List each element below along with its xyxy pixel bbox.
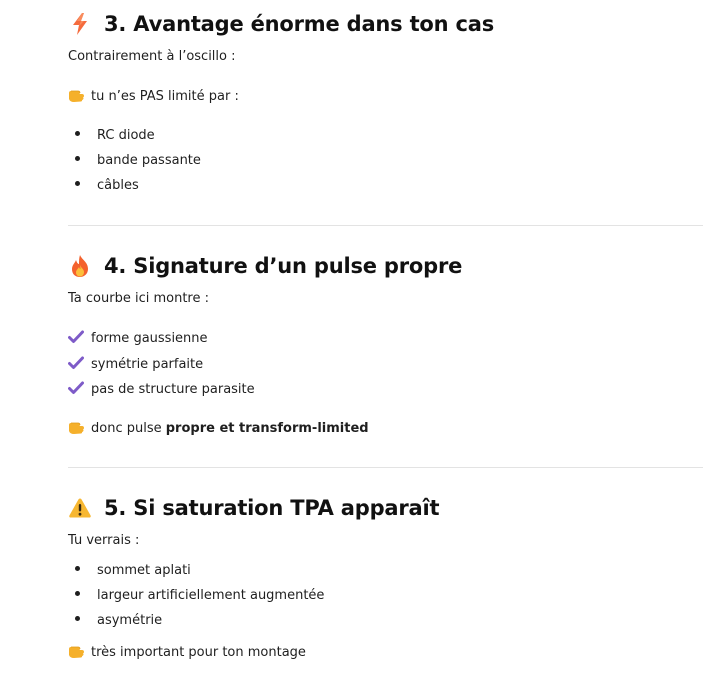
list-item: bande passante (68, 152, 201, 170)
emphasis-text: propre et transform-limited (165, 421, 369, 436)
section-5 (68, 494, 703, 674)
check-list-item: symétrie parfaite (68, 356, 203, 374)
check-list-item: pas de structure parasite (68, 381, 255, 399)
list-item: RC diode (68, 127, 155, 145)
heading-text: 4. Signature d’un pulse propre (104, 254, 463, 278)
intro-text: Ta courbe ici montre : (68, 291, 209, 306)
list-item: largeur artificiellement augmentée (68, 587, 324, 605)
section-heading (68, 252, 462, 280)
pointer-line: donc pulse propre et transform-limited (68, 420, 369, 438)
section-4 (68, 252, 703, 452)
pointer-line: très important pour ton montage (68, 644, 306, 662)
pointing-hand-icon (68, 644, 85, 659)
check-list-item: forme gaussienne (68, 330, 208, 348)
pointing-hand-icon (68, 88, 85, 103)
fire-icon (68, 254, 92, 278)
list-item: sommet aplati (68, 562, 191, 580)
section-3 (68, 10, 703, 210)
heading-text: 3. Avantage énorme dans ton cas (104, 12, 495, 36)
intro-text: Tu verrais : (68, 533, 140, 548)
pointing-hand-icon (68, 420, 85, 435)
check-icon (68, 356, 84, 370)
list-item: asymétrie (68, 612, 162, 630)
section-heading (68, 494, 439, 522)
divider (68, 225, 703, 226)
section-heading (68, 10, 494, 38)
heading-text: 5. Si saturation TPA apparaît (104, 496, 440, 520)
lightning-icon (68, 12, 92, 36)
check-icon (68, 381, 84, 395)
warning-icon (68, 496, 92, 520)
divider (68, 467, 703, 468)
check-icon (68, 330, 84, 344)
list-item: câbles (68, 177, 139, 195)
intro-text: Contrairement à l’oscillo : (68, 49, 236, 64)
pointer-line: tu n’es PAS limité par : (68, 88, 239, 106)
